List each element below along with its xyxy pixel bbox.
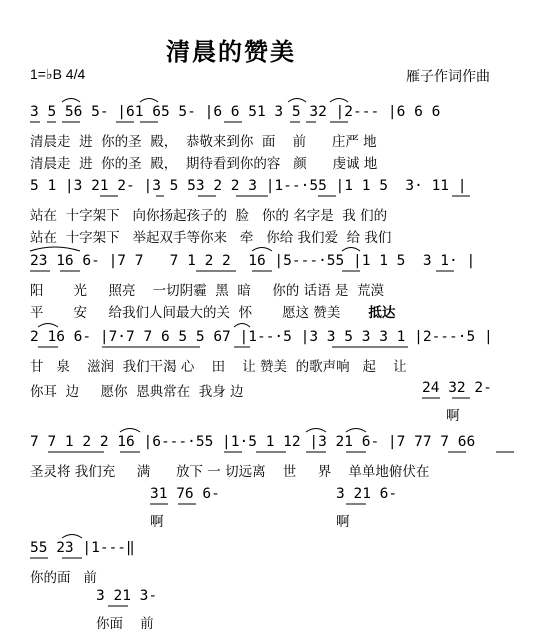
harmony-notes-4: 24 32 2- [422,380,492,396]
harmony-notes-5b: 3 21 6- [336,486,398,502]
notation-line-1: 3 5 56 5- |61 65 5- |6 6 51 3 5 32 |2--- |6 6 6 [30,104,441,120]
lyric-line-2b: 站在 十字架下 举起双手等你来 牵 你给 我们爱 给 我们 [30,230,392,246]
harmony-notes-5a: 31 76 6- [150,486,220,502]
lyric-line-4a: 甘 泉 滋润 我们干渴 心 田 让 赞美 的歌声响 起 让 [30,359,407,375]
lyric-line-3a: 阳 光 照亮 一切阴霾 黑 暗 你的 话语 是 荒漠 [30,283,384,299]
notation-line-5: 7 7 1 2 2 16 |6---·55 |1·5 1 12 |3 21 6- |7 77 7 66 [30,434,476,450]
author-credit: 雁子作词作曲 [406,69,490,85]
lyric-line-2a: 站在 十字架下 向你扬起孩子的 脸 你的 名字是 我 们的 [30,208,388,224]
lyric-line-5a: 圣灵将 我们充 满 放下 一 切远离 世 界 单单地俯伏在 [30,464,430,480]
notation-line-6: 55 23 |1---‖ [30,540,135,556]
harmony-lyric-4: 啊 [446,408,460,424]
lyric-line-3b-text: 平 安 给我们人间最大的关 怀 愿这 赞美 [30,305,341,321]
lyric-line-1b: 清晨走 进 你的圣 殿， 期待看到你的容 颜 虔诚 地 [30,156,378,172]
harmony-lyric-5b: 啊 [336,514,350,530]
notation-line-2: 5 1 |3 21 2- |3 5 53 2 2 3 |1--·55 |1 1 5 3· 11 | [30,178,467,194]
lyric-line-4b: 你耳 边 愿你 恩典常在 我身 边 [30,384,244,400]
notation-line-4: 2 16 6- |7·7 7 6 5 5 67 |1--·5 |3 3 5 3 3 1 |2---·5 | [30,329,493,345]
lyric-bold-word: 抵达 [368,305,396,321]
harmony-lyric-5a: 啊 [150,514,164,530]
lyric-line-6a: 你的面 前 [30,570,97,586]
harmony-notes-6: 3 21 3- [96,588,158,604]
harmony-lyric-6: 你面 前 [96,616,154,632]
lyric-line-1a: 清晨走 进 你的圣 殿， 恭敬来到你 面 前 庄严 地 [30,134,377,150]
notation-line-3: 23 16 6- |7 7 7 1 2 2 16 |5---·55 |1 1 5 3 1· | [30,253,476,269]
song-title: 清晨的赞美 [166,38,296,66]
lyric-line-3b [30,301,395,321]
key-signature: 1=♭B 4/4 [30,66,86,82]
